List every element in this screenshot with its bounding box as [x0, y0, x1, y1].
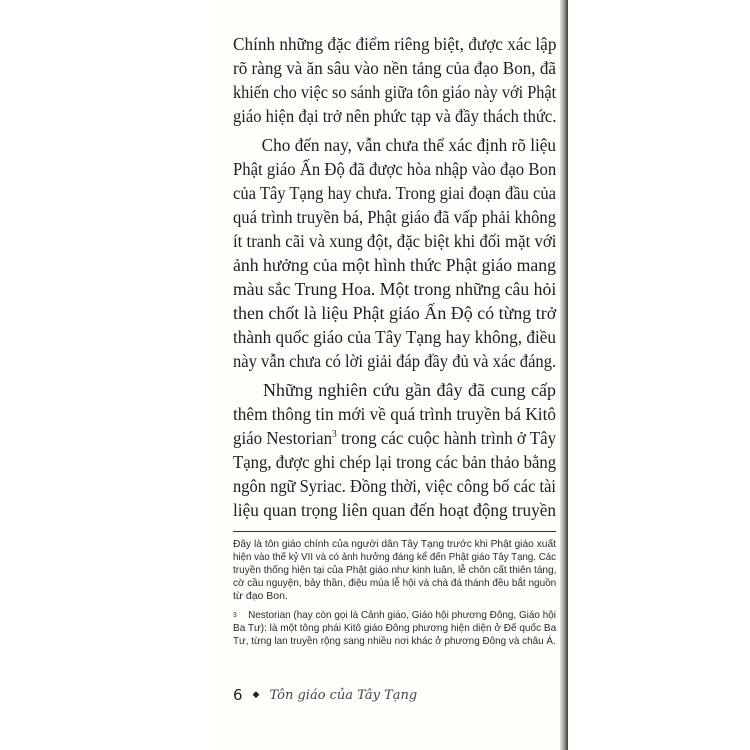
- page-number: 6: [233, 686, 243, 704]
- footnote-line: truyền thống hiện tại của Phật giáo như kinh luân, lễ chôn cất thiên táng,: [233, 564, 557, 576]
- text-line: ngôn ngữ Syriac. Đồng thời, việc công bố các tài: [233, 476, 556, 496]
- footnote-line: Đây là tôn giáo chính của người dân Tây Tạng trước khi Phật giáo xuất: [233, 538, 556, 550]
- text-segment: giáo Nestorian: [233, 428, 333, 448]
- text-line: giáo hiện đại trở nên phức tạp và đầy thách thức.: [233, 106, 557, 126]
- text-line: Phật giáo Ấn Độ đã được hòa nhập vào đạo Bon: [233, 159, 557, 179]
- text-segment: trong các cuộc hành trình ở Tây: [340, 428, 557, 448]
- text-line: liệu quan trọng liên quan đến hoạt động truyền: [233, 500, 556, 520]
- text-line: thêm thông tin mới về quá trình truyền bá Kitô: [233, 404, 556, 424]
- footnote-mark: 3: [233, 612, 237, 619]
- text-line: thành quốc giáo của Tây Tạng hay không, điều: [233, 327, 556, 347]
- text-line: quá trình truyền bá, Phật giáo đã vấp phải không: [233, 207, 556, 227]
- footnote-line: hiện vào thế kỷ VII và có ảnh hưởng đáng kể đến Phật giáo Tây Tạng. Các: [233, 551, 556, 563]
- text-line: này vẫn chưa có lời giải đáp đầy đủ và xác đáng.: [233, 351, 557, 371]
- footnote-divider: [233, 531, 556, 532]
- text-line: khiến cho việc so sánh giữa tôn giáo này với Phật: [233, 82, 557, 102]
- footnote-line: Tư, từng lan truyền rộng sang nhiều nơi khác ở phương Đông và châu Á.: [233, 635, 556, 647]
- footnote-2: [233, 538, 556, 603]
- paragraph-2: [233, 133, 556, 373]
- footnote-line: Ba Tư): là một tông phái Kitô giáo Đông phương hiện diện ở Đế quốc Ba: [233, 622, 557, 634]
- text-line: Cho đến nay, vẫn chưa thể xác định rõ liệu: [261, 135, 556, 155]
- main-text: [233, 32, 556, 527]
- footnote-ref[interactable]: 3: [332, 429, 337, 440]
- text-line: của Tây Tạng hay chưa. Trong giai đoạn đầu của: [233, 183, 556, 203]
- page-footer: [233, 686, 417, 704]
- text-line: Chính những đặc điểm riêng biệt, được xác lập: [233, 34, 557, 54]
- paragraph-1: [233, 32, 556, 128]
- running-title: Tôn giáo của Tây Tạng: [269, 687, 418, 703]
- footnote-line: từ đạo Bon.: [233, 590, 288, 602]
- text-line: ít tranh cãi và xung đột, đặc biệt khi đối mặt với: [233, 231, 557, 251]
- footnotes: [233, 538, 556, 654]
- footnote-line: cờ cầu nguyện, bảy thần, điệu múa lễ hội và chà đá thánh đều bắt nguồn: [233, 577, 557, 589]
- text-line: ảnh hưởng của một hình thức Phật giáo mang: [233, 255, 556, 275]
- footnote-line: [233, 609, 556, 622]
- text-line: rõ ràng và ăn sâu vào nền tảng của đạo Bon, đã: [233, 58, 556, 78]
- text-line: Những nghiên cứu gần đây đã cung cấp: [263, 380, 556, 400]
- text-line: Tạng, được ghi chép lại trong các bản thảo bằng: [233, 452, 557, 472]
- text-line: màu sắc Trung Hoa. Một trong những câu hỏi: [233, 279, 557, 299]
- text-line: [233, 426, 556, 450]
- page-edge-shadow: [560, 0, 568, 750]
- footnote-3: [233, 609, 556, 648]
- text-line: then chốt là liệu Phật giáo Ấn Độ có từng trở: [233, 303, 557, 323]
- text-segment: Nestorian (hay còn gọi là Cảnh giáo, Giáo hội phương Đông, Giáo hội: [248, 609, 556, 621]
- paragraph-3: [233, 378, 556, 522]
- diamond-separator-icon: ◆: [252, 690, 260, 700]
